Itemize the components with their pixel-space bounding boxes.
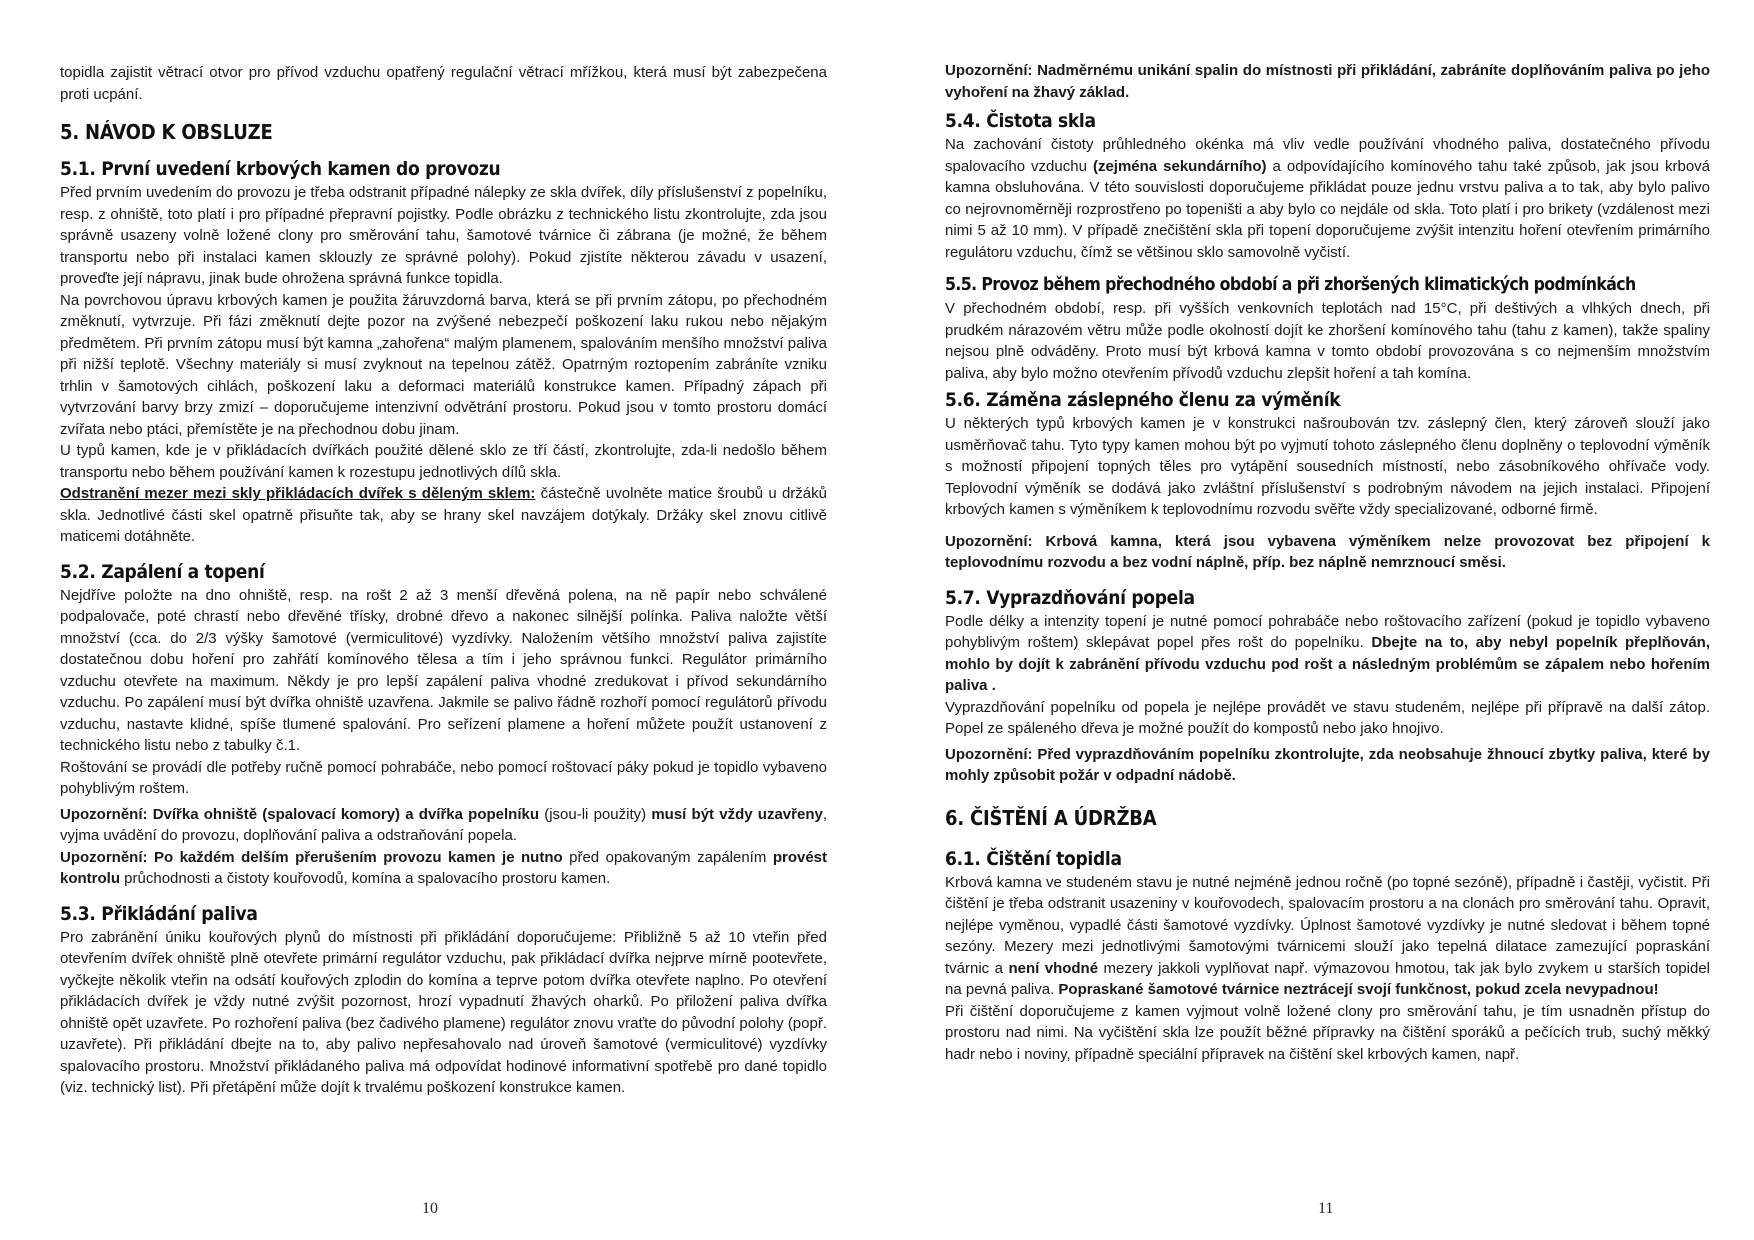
right-page [945, 60, 1710, 1065]
section-5-6-warning: Upozornění: Krbová kamna, která jsou vybavena výměníkem nelze provozovat bez připojení k teplovodnímu rozvodu a bez vodní náplně, příp. bez náplně nemrznoucí směsi. [945, 532, 1710, 571]
warning-2-bold-2: provést kontrolu [60, 848, 827, 887]
section-5-5-paragraph: V přechodném období, resp. při vyšších venkovních teplotách nad 15°C, při deštivých a vlhkých dnech, při prudkém nárazovém větru může podle okolností dojít ke zhoršení komínového tahu (tahu z kamen), takže spaliny nejsou plně odváděny. Proto musí být krbová kamna v tomto období provozována s co nejmenším množstvím paliva, aby bylo možno otevřením přívodů vzduchu zlepšit hoření a tah komína. [945, 300, 1710, 382]
warning-2-mid: před opakovaným zapálením [562, 848, 773, 866]
section-5-2-paragraph-2: Roštování se provádí dle potřeby ručně pomocí pohrabáče, nebo pomocí roštovací páky pokud je topidlo vybaveno pohyblivým roštem. [60, 758, 827, 797]
section-5-1-paragraph-4 [60, 483, 827, 548]
s61-text-b: mezery jakkoli vyplňovat např. výmazovou hmotou, tak jak bylo zvykem u starších topidel na pevná paliva. [945, 959, 1710, 998]
section-5-1-paragraph-1: Před prvním uvedením do provozu je třeba odstranit případné nálepky ze skla dvířek, díly příslušenství z popelníku, resp. z ohniště, toto platí i pro případné přepravní pojistky. Podle obrázku z technického listu zkontrolujte, zda jsou správně usazeny volně ložené clony pro směrování tahu, šamotové tvárnice či zábrana (je možné, že během transportu nebo při instalaci kamen sklouzly ze správné polohy). Pokud zjistíte některou závadu v usazení, proveďte její nápravu, jinak bude ohrožena správná funkce topidla. [60, 184, 827, 287]
section-5-7-title: 5.7. Vyprazdňování popela [945, 586, 1195, 609]
section-5-1-title: 5.1. První uvedení krbových kamen do provozu [60, 158, 501, 180]
warning-1-rest: , vyjma uvádění do provozu, doplňování paliva a odstraňování popela. [60, 805, 827, 844]
section-6-1-paragraph-1 [945, 872, 1710, 1001]
intro-paragraph: topidla zajistit větrací otvor pro přívod vzduchu opatřený regulační větrací mřížkou, která musí být zabezpečena proti ucpání. [60, 64, 827, 103]
section-5-6-paragraph: U některých typů krbových kamen je v konstrukci našroubován tzv. záslepný člen, který zároveň slouží jako usměrňovač tahu. Tyto typy kamen mohou být po vyjmutí tohoto záslepného členu doplněny o teplovodní výměník s možností připojení topných těles pro vytápění sousedních místností, nebo zásobníkového ohřívače vody. Teplovodní výměník se dodává jako zvláštní příslušenství s podrobným návodem na jejich instalaci. Připojení krbových kamen s výměníkem k teplovodnímu rozvodu svěřte vždy specializované, odborné firmě. [945, 415, 1710, 518]
section-5-2-warning-2 [60, 847, 827, 890]
section-5-7-paragraph-2: Vyprazdňování popelníku od popela je nejlépe provádět ve stavu studeném, nejlépe při přípravě na další zátop. Popel ze spáleného dřeva je možné použít do kompostů nebo jako hnojivo. [945, 698, 1710, 737]
section-5-6-title: 5.6. Záměna záslepného členu za výměník [945, 389, 1341, 411]
left-page [60, 62, 827, 1099]
s57-text-a: Podle délky a intenzity topení je nutné pomocí pohrabáče nebo roštovacího zařízení (pokud je topidlo vybaveno pohyblivým roštem) sklepávat popel přes rošt do popelníku. [945, 612, 1710, 651]
s54-text-a: Na zachování čistoty průhledného okénka má vliv vedle používání vhodného paliva, dostatečného přívodu spalovacího vzduchu [945, 136, 1710, 175]
section-5-3-paragraph-1: Pro zabránění úniku kouřových plynů do místnosti při přikládání doporučujeme: Přibližně 5 až 10 vteřin před otevřením dvířek ohniště plně otevřete primární regulátor vzduchu, pak přikládací dvířka nejprve mírně pootevřete, vyčkejte několik vteřin na odsátí kouřových zplodin do komína a teprve potom dvířka otevřete naplno. Po otevření přikládacích dvířek je vždy nutné zvýšit pozornost, hrozí vypadnutí žhavých oharků. Po přiložení paliva dvířka ohniště opět uzavřete. Po rozhoření paliva (bez čadivého plamene) regulátor znovu vraťte do původní polohy (popř. uzavřete). Při přikládání dbejte na to, aby palivo nepřesahovalo nad úroveň šamotové (vermiculitové) vyzdívky spalovacího prostoru. Množství přikládaného paliva má odpovídat hodinové informativní spotřebě pro dané topidlo (viz. technický list). Při přetápění může dojít k trvalému poškození konstrukce kamen. [60, 928, 827, 1096]
section-5-2-warning-1 [60, 804, 827, 847]
warning-2-rest: průchodnosti a čistoty kouřovodů, komína a spalovacího prostoru kamen. [120, 870, 611, 887]
section-6-1-paragraph-2: Při čištění doporučujeme z kamen vyjmout volně ložené clony pro směrování tahu, je tím usnadněn přístup do prostoru nad nimi. Na vyčištění skla lze použít běžné přípravky na čištění sporáků a pečících trub, suchý měkký hadr nebo i noviny, případně speciální přípravek na čištění skel krbových kamen, např. [945, 1002, 1710, 1063]
warning-1-bold-2: musí být vždy uzavřeny [651, 805, 823, 823]
page-number-left: 10 [422, 1200, 438, 1217]
warning-1-mid: (jsou-li použity) [539, 805, 652, 823]
glass-gap-label: Odstranění mezer mezi skly přikládacích dvířek s děleným sklem: [60, 485, 536, 502]
section-5-3-title: 5.3. Přikládání paliva [60, 902, 258, 925]
section-6-1-title: 6.1. Čištění topidla [945, 847, 1122, 870]
section-6-title: 6. ČIŠTĚNÍ A ÚDRŽBA [945, 805, 1157, 830]
warning-2-bold: Upozornění: Po každém delším přerušením provozu kamen je nutno [60, 848, 563, 866]
section-5-5-title: 5.5. Provoz během přechodného období a při zhoršených klimatických podmínkách [945, 275, 1636, 295]
section-5-1-paragraph-3: U typů kamen, kde je v přikládacích dvířkách použité dělené sklo ze tří částí, zkontrolujte, zda-li nedošlo během transportu nebo během používání kamen k rozestupu jednotlivých dílů skla. [60, 442, 827, 481]
section-5-7-paragraph-1 [945, 611, 1710, 697]
section-5-2-title: 5.2. Zapálení a topení [60, 560, 265, 583]
s61-text-a: Krbová kamna ve studeném stavu je nutné nejméně jednou ročně (po topné sezóně), případně i častěji, vyčistit. Při čištění je třeba odstranit usazeniny v kouřovodech, spalovacím prostoru a na clonách pro směrování tahu. Opravit, nejlépe vyměnou, vypadlé části šamotové vyzdívky. Úplnost šamotové vyzdívky je nutné sledovat i během topné sezóny. Mezery mezi jednotlivými šamotovými tvárnicemi slouží jako tepelná dilatace zamezující popraskání tvárnic a [945, 873, 1710, 977]
warning-1-bold: Upozornění: Dvířka ohniště (spalovací komory) a dvířka popelníku [60, 805, 540, 823]
page-number-right: 11 [1318, 1200, 1334, 1217]
section-5-1-paragraph-2: Na povrchovou úpravu krbových kamen je použita žáruvzdorná barva, která se při prvním zátopu, po přechodném změknutí, vytvrzuje. Při fázi změknutí dejte pozor na zvýšené nebezpečí poškození laku rukou nebo nějakým předmětem. Při prvním zátopu musí být kamna „zahořena“ malým plamenem, spalováním menšího množství paliva při nižší teplotě. Všechny materiály si musí zvyknout na tepelnou zátěž. Opatrným roztopením zabráníte vzniku trhlin v šamotových cihlách, poškození laku a deformaci materiálů konstrukce kamen. Případný zápach při vytvrzování barvy brzy zmizí – doporučujeme intenzivní odvětrání prostoru. Pokud jsou v tomto prostoru domácí zvířata nebo ptáci, přemístěte je na přechodnou dobu jinam. [60, 291, 827, 438]
s61-bold: není vhodné [1008, 959, 1099, 977]
section-5-title: 5. NÁVOD K OBSLUZE [60, 120, 273, 144]
section-5-7-warning: Upozornění: Před vyprazdňováním popelníku zkontrolujte, zda neobsahuje žhnoucí zbytky paliva, které by mohly způsobit požár v odpadní nádobě. [945, 745, 1710, 784]
s54-bold: (zejména sekundárního) [1092, 157, 1267, 175]
s57-bold: Dbejte na to, aby nebyl popelník přeplňován, mohlo by dojít k zabránění přívodu vzduchu pod rošt a následným problémům se zápalem nebo hořením paliva . [945, 634, 1710, 694]
section-5-2-paragraph-1: Nejdříve položte na dno ohniště, resp. na rošt 2 až 3 menší dřevěná polena, na ně papír nebo schválené podpalovače, poté chrastí nebo dřevěné třísky, drobné dřevo a nakonec silnější polínka. Paliva naložte větší množství (cca. do 2/3 výšky šamotové (vermiculitové) vyzdívky. Naložením většího množství paliva zajistíte dostatečnou dobu hoření pro zahřátí komínového tělesa a tím i jeho správnou funkci. Regulátor primárního vzduchu otevřete na maximum. Někdy je pro lepší zapálení paliva vhodné zredukovat i přívod sekundárního vzduchu. Po zapálení musí být dvířka ohniště uzavřena. Jakmile se palivo řádně rozhoří pomocí regulátorů přívodu vzduchu, nastavte klidné, spíše tlumené spalování. Pro seřízení plamene a hoření můžete použít ustanovení z technického listu nebo z tabulky č.1. [60, 586, 827, 754]
section-5-4-paragraph [945, 134, 1710, 263]
glass-gap-text: částečně uvolněte matice šroubů u držáků skla. Jednotlivé části skel opatrně přisuňte tak, aby se hrany skel navzájem dotýkaly. Držáky skel znovu citlivě maticemi dotáhněte. [60, 485, 827, 545]
s54-text-b: a odpovídajícího komínového tahu také způsob, jak jsou krbová kamna obsluhována. V této souvislosti doporučujeme přikládat pouze jednu vrstvu paliva a to tak, aby bylo palivo co nejrovnoměrněji rozprostřeno po topeništi a aby bylo co nejdále od skla. Toto platí i pro brikety (vzdálenost mezi nimi 5 až 10 mm). V případě znečištění skla při topení doporučujeme zvýšit intenzitu hoření otevřením primárního regulátoru vzduchu, čímž se většinou sklo samovolně vyčistí. [945, 157, 1711, 261]
section-5-4-title: 5.4. Čistota skla [945, 110, 1096, 132]
s61-bold-2: Popraskané šamotové tvárnice neztrácejí svojí funkčnost, pokud zcela nevypadnou! [1058, 981, 1659, 998]
top-warning: Upozornění: Nadměrnému unikání spalin do místnosti při přikládání, zabráníte doplňováním paliva po jeho vyhoření na žhavý základ. [945, 62, 1710, 101]
